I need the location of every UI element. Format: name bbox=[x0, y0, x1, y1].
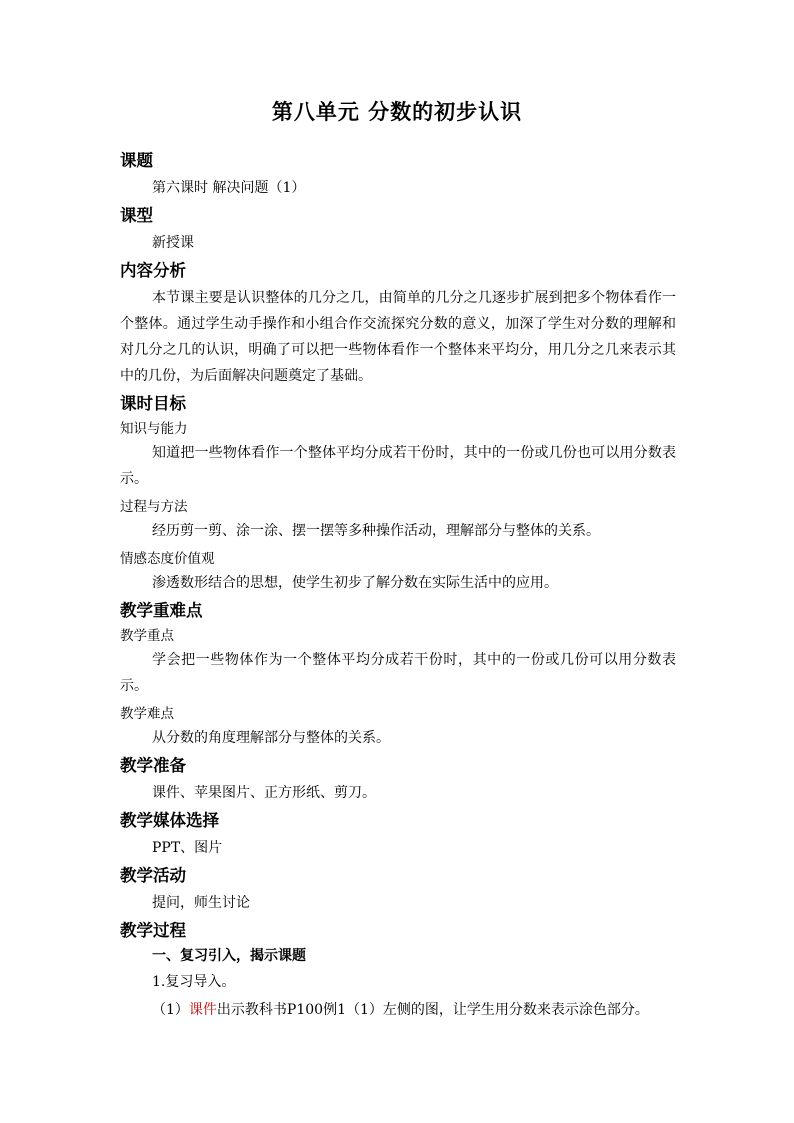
part1-heading: 一、复习引入，揭示课题 bbox=[152, 948, 306, 964]
item1-text bbox=[120, 997, 676, 1023]
heading-huodong: 教学活动 bbox=[120, 866, 186, 885]
zhongdian-text: 学会把一些物体作为一个整体平均分成若干份时，其中的一份或几份可以用分数表示。 bbox=[120, 652, 676, 694]
label-zhishi: 知识与能力 bbox=[120, 421, 188, 437]
heading-keti: 课题 bbox=[120, 151, 153, 170]
heading-zhunbei: 教学准备 bbox=[120, 756, 186, 775]
keti-text: 第六课时 解决问题（1） bbox=[152, 180, 306, 196]
meiti-text: PPT、图片 bbox=[152, 840, 223, 856]
heading-zhongnan: 教学重难点 bbox=[120, 601, 203, 620]
step1-text: 1.复习导入。 bbox=[152, 974, 236, 990]
qinggan-text: 渗透数形结合的思想，使学生初步了解分数在实际生活中的应用。 bbox=[152, 575, 558, 591]
heading-kexing: 课型 bbox=[120, 206, 153, 225]
item1-rest: 出示教科书P100例1（1）左侧的图，让学生用分数来表示涂色部分。 bbox=[216, 1002, 649, 1018]
huodong-text: 提问，师生讨论 bbox=[152, 895, 250, 911]
zhishi-text: 知道把一些物体看作一个整体平均分成若干份时，其中的一份或几份也可以用分数表示。 bbox=[120, 445, 676, 487]
zhunbei-text: 课件、苹果图片、正方形纸、剪刀。 bbox=[152, 785, 376, 801]
label-qinggan: 情感态度价值观 bbox=[120, 551, 215, 567]
nandian-text: 从分数的角度理解部分与整体的关系。 bbox=[152, 730, 390, 746]
heading-neirong: 内容分析 bbox=[120, 261, 186, 280]
label-zhongdian: 教学重点 bbox=[120, 628, 174, 644]
heading-guocheng: 教学过程 bbox=[120, 921, 186, 940]
page-title: 第八单元 分数的初步认识 bbox=[271, 100, 523, 124]
item1-prefix: （1） bbox=[152, 1002, 189, 1018]
document-body bbox=[120, 146, 676, 1023]
heading-mubiao: 课时目标 bbox=[120, 394, 186, 413]
item1-highlight: 课件 bbox=[188, 1002, 217, 1018]
neirong-text: 本节课主要是认识整体的几分之几，由简单的几分之几逐步扩展到把多个物体看作一个整体。通过学生动手操作和小组合作交流探究分数的意义，加深了学生对分数的理解和对几分之几的认识，明确了可以把一些物体看作一个整体来平均分，用几分之几来表示其中的几份，为后面解决问题奠定了基础。 bbox=[120, 290, 676, 384]
label-guocheng: 过程与方法 bbox=[120, 499, 188, 515]
heading-meiti: 教学媒体选择 bbox=[120, 811, 219, 830]
label-nandian: 教学难点 bbox=[120, 706, 174, 722]
kexing-text: 新授课 bbox=[152, 235, 194, 251]
guocheng-text: 经历剪一剪、涂一涂、摆一摆等多种操作活动，理解部分与整体的关系。 bbox=[152, 523, 600, 539]
